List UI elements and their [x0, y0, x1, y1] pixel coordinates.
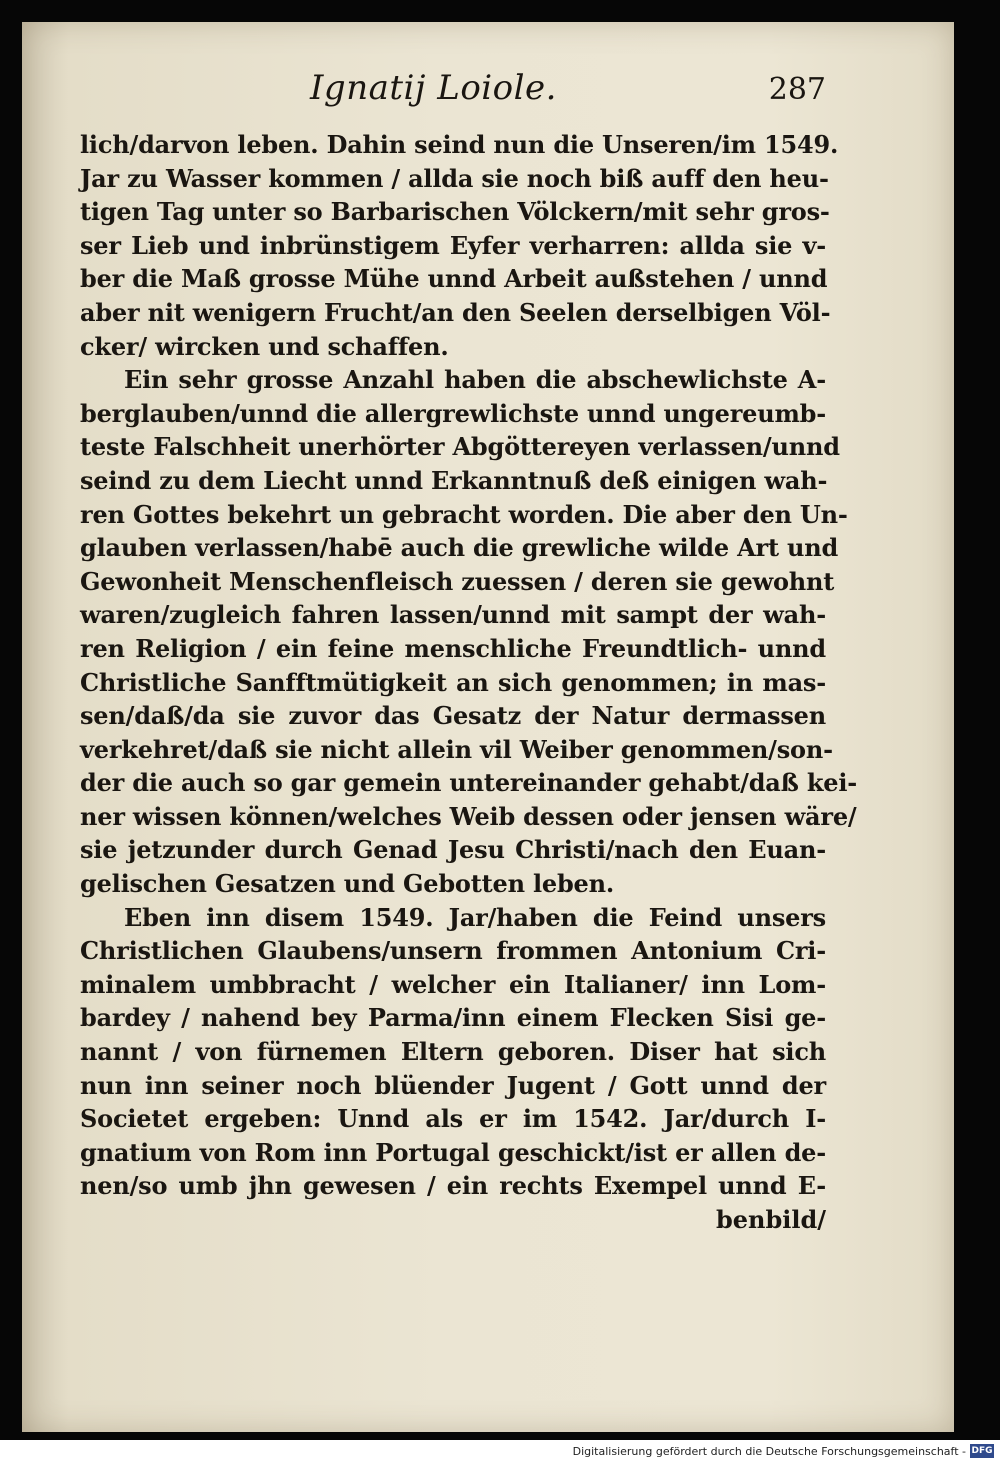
- body-line: ner wissen können/welches Weib dessen oder jensen wäre/: [80, 801, 857, 831]
- body-line: Jar zu Wasser kommen / allda sie noch biß auff den heu-: [80, 163, 829, 193]
- body-line: ber die Maß grosse Mühe unnd Arbeit außstehen / unnd: [80, 264, 828, 294]
- body-line: tigen Tag unter so Barbarischen Völckern/mit sehr gros-: [80, 197, 830, 227]
- body-line: verkehret/daß sie nicht allein vil Weiber genommen/son-: [80, 734, 833, 764]
- body-line: Eben inn disem 1549. Jar/haben die Feind unsers: [124, 902, 826, 932]
- body-line: glauben verlassen/habē auch die grewliche wilde Art und: [80, 533, 839, 563]
- funding-note: Digitalisierung gefördert durch die Deutsche Forschungsgemeinschaft -: [572, 1445, 966, 1458]
- body-line: nun inn seiner noch blüender Jugent / Gott unnd der: [80, 1070, 826, 1100]
- body-line: berglauben/unnd die allergrewlichste unnd ungereumb-: [80, 398, 826, 428]
- body-line: sie jetzunder durch Genad Jesu Christi/nach den Euan-: [80, 835, 826, 865]
- page-header: [80, 68, 826, 128]
- catchword: benbild/: [715, 1205, 826, 1234]
- body-line: sen/daß/da sie zuvor das Gesatz der Natur dermassen: [80, 701, 826, 731]
- body-line: aber nit wenigern Frucht/an den Seelen derselbigen Völ-: [80, 297, 831, 327]
- body-line: seind zu dem Liecht unnd Erkanntnuß deß einigen wah-: [80, 465, 828, 495]
- text-block: [80, 68, 858, 1237]
- body-line: Ein sehr grosse Anzahl haben die abschewlichste A-: [124, 365, 826, 395]
- body-line: Christliche Sanfftmütigkeit an sich genommen; in mas-: [80, 667, 826, 697]
- body-line: nen/so umb jhn gewesen / ein rechts Exempel unnd E-: [80, 1171, 826, 1201]
- body-line: teste Falschheit unerhörter Abgöttereyen verlassen/unnd: [80, 432, 840, 462]
- footer-bar: [0, 1440, 1000, 1466]
- body-line: nannt / von fürnemen Eltern geboren. Diser hat sich: [80, 1037, 826, 1067]
- body-line: der die auch so gar gemein untereinander gehabt/daß kei-: [80, 768, 858, 798]
- dfg-logo-icon: DFG: [971, 1446, 993, 1456]
- body-line: ren Gottes bekehrt un gebracht worden. Die aber den Un-: [80, 499, 848, 529]
- body-line: ren Religion / ein feine menschliche Freundtlich- unnd: [80, 633, 826, 663]
- body-line: gelischen Gesatzen und Gebotten leben.: [80, 869, 615, 899]
- body-line: lich/darvon leben. Dahin seind nun die Unseren/im 1549.: [80, 130, 839, 159]
- body-line: gnatium von Rom inn Portugal geschickt/ist er allen de-: [80, 1137, 826, 1167]
- running-title: Ignatij Loiole.: [310, 68, 557, 108]
- body-line: waren/zugleich fahren lassen/unnd mit sampt der wah-: [80, 600, 826, 630]
- page-number: 287: [768, 72, 826, 107]
- body-line: Christlichen Glaubens/unsern frommen Antonium Cri-: [80, 936, 826, 966]
- body-line: cker/ wircken und schaffen.: [80, 331, 449, 361]
- body-line: ser Lieb und inbrünstigem Eyfer verharren: allda sie v-: [80, 230, 826, 260]
- body-line: Gewonheit Menschenfleisch zuessen / deren sie gewohnt: [80, 566, 835, 596]
- body-line: minalem umbbracht / welcher ein Italianer/ inn Lom-: [80, 969, 826, 999]
- body-line: Societet ergeben: Unnd als er im 1542. Jar/durch I-: [80, 1104, 826, 1134]
- book-page: [22, 22, 954, 1432]
- body-line: bardey / nahend bey Parma/inn einem Flecken Sisi ge-: [80, 1003, 826, 1033]
